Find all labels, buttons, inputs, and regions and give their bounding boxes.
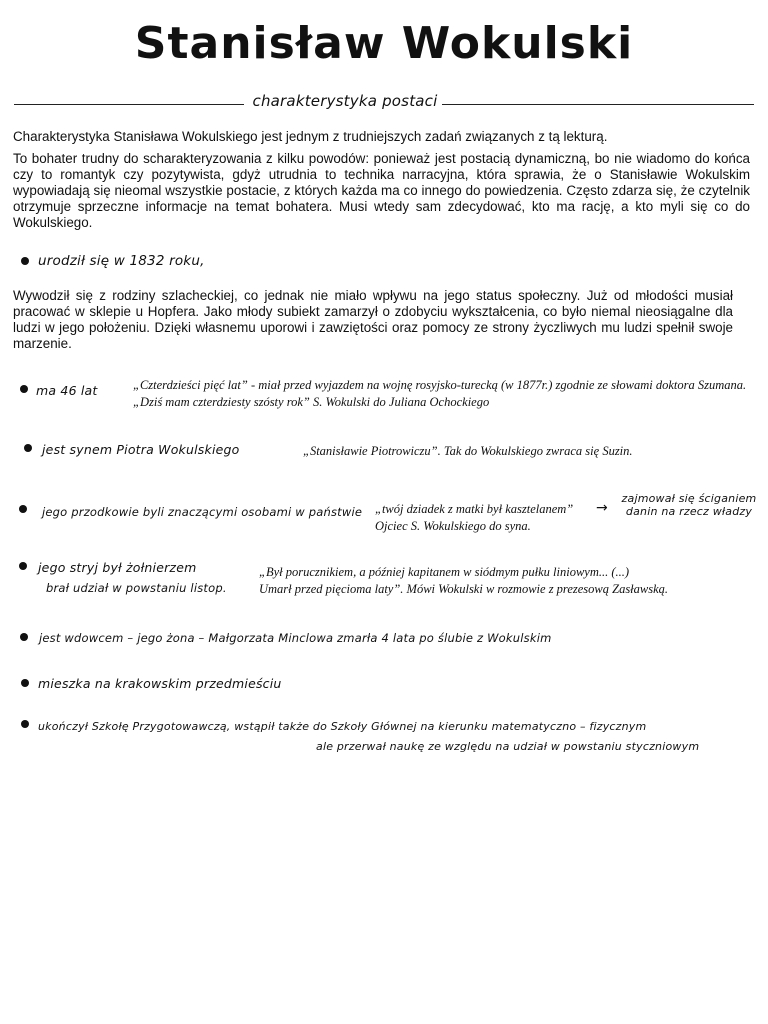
intro-paragraph-1: Charakterystyka Stanisława Wokulskiego jest jednym z trudniejszych zadań związanych z tą lekturą.: [13, 129, 608, 144]
quote-ancestors-line-1: „twój dziadek z matki był kasztelanem”: [375, 502, 574, 516]
handwritten-note-education-line-2: ale przerwał naukę ze względu na udział w powstaniu styczniowym: [316, 740, 700, 753]
quote-father: „Stanisławie Piotrowiczu”. Tak do Wokulskiego zwraca się Suzin.: [303, 444, 633, 458]
birth-paragraph: Wywodził się z rodziny szlacheckiej, co jednak nie miało wpływu na jego status społeczny. Już od młodości musiał pracować w sklepie u Hopfera. Jako młody subiekt zamarzył o zdobyciu wykształcenia, co było niemal nieosiągalne dla ludzi w jego położeniu. Dzięki własnemu uporowi i zawziętości oraz pomocy ze strony życzliwych mu ludzi spełnił swoje marzenie.: [13, 288, 733, 351]
intro-paragraph-2: To bohater trudny do scharakteryzowania z kilku powodów: ponieważ jest postacią dynamiczną, bo nie wiadomo do końca czy to romantyk czy pozytywista, gdyż utrudnia to technika narracyjna, która sprawia, że o Stanisławie Wokulskim wypowiadają się nieomal wszystkie postacie, z których każda ma co innego do powiedzenia. Często zdarza się, że czytelnik otrzymuje sprzeczne informacje na temat bohatera. Musi wtedy sam zdecydować, kto ma rację, a kto myli się co do Wokulskiego.: [13, 151, 750, 230]
quote-uncle-line-2: Umarł przed pięcioma laty”. Mówi Wokulski w rozmowie z prezesową Zasławską.: [259, 582, 669, 596]
handwritten-note-age: ma 46 lat: [36, 383, 98, 398]
bullet-dot: [21, 720, 29, 728]
bullet-dot: [19, 562, 27, 570]
handwritten-note-education-line-1: ukończył Szkołę Przygotowawczą, wstąpił także do Szkoły Głównej na kierunku matematyczno – fizycznym: [38, 720, 647, 733]
handwritten-note-birth: urodził się w 1832 roku,: [38, 253, 205, 269]
handwritten-note-uncle-line-2: brał udział w powstaniu listop.: [46, 581, 227, 595]
quote-ancestors-line-2: Ojciec S. Wokulskiego do syna.: [375, 519, 531, 533]
quote-age: „Czterdzieści pięć lat” - miał przed wyjazdem na wojnę rosyjsko-turecką (w 1877r.) zgodnie ze słowami doktora Szumana. „Dziś mam czterdziesty szósty rok” S. Wokulski do Juliana Ochockiego: [133, 378, 747, 409]
page-subtitle: charakterystyka postaci: [252, 92, 438, 110]
page-title: Stanisław Wokulski: [134, 18, 634, 69]
bullet-dot: [24, 444, 32, 452]
handwritten-note-widower: jest wdowcem – jego żona – Małgorzata Minclowa zmarła 4 lata po ślubie z Wokulskim: [39, 631, 552, 645]
handwritten-note-ancestors: jego przodkowie byli znaczącymi osobami w państwie: [42, 505, 363, 519]
handwritten-note-father: jest synem Piotra Wokulskiego: [42, 442, 240, 457]
handwritten-side-note: zajmował się ściganiem danin na rzecz władzy: [621, 492, 757, 518]
arrow-icon: →: [596, 500, 608, 516]
handwritten-note-residence: mieszka na krakowskim przedmieściu: [38, 676, 282, 691]
quote-uncle-line-1: „Był porucznikiem, a później kapitanem w siódmym pułku liniowym... (...): [259, 565, 630, 579]
bullet-dot: [21, 257, 29, 265]
title-divider-right: [442, 104, 754, 105]
bullet-dot: [19, 505, 27, 513]
bullet-dot: [20, 633, 28, 641]
bullet-dot: [21, 679, 29, 687]
bullet-dot: [20, 385, 28, 393]
handwritten-note-uncle-line-1: jego stryj był żołnierzem: [38, 560, 197, 575]
title-divider-left: [14, 104, 244, 105]
